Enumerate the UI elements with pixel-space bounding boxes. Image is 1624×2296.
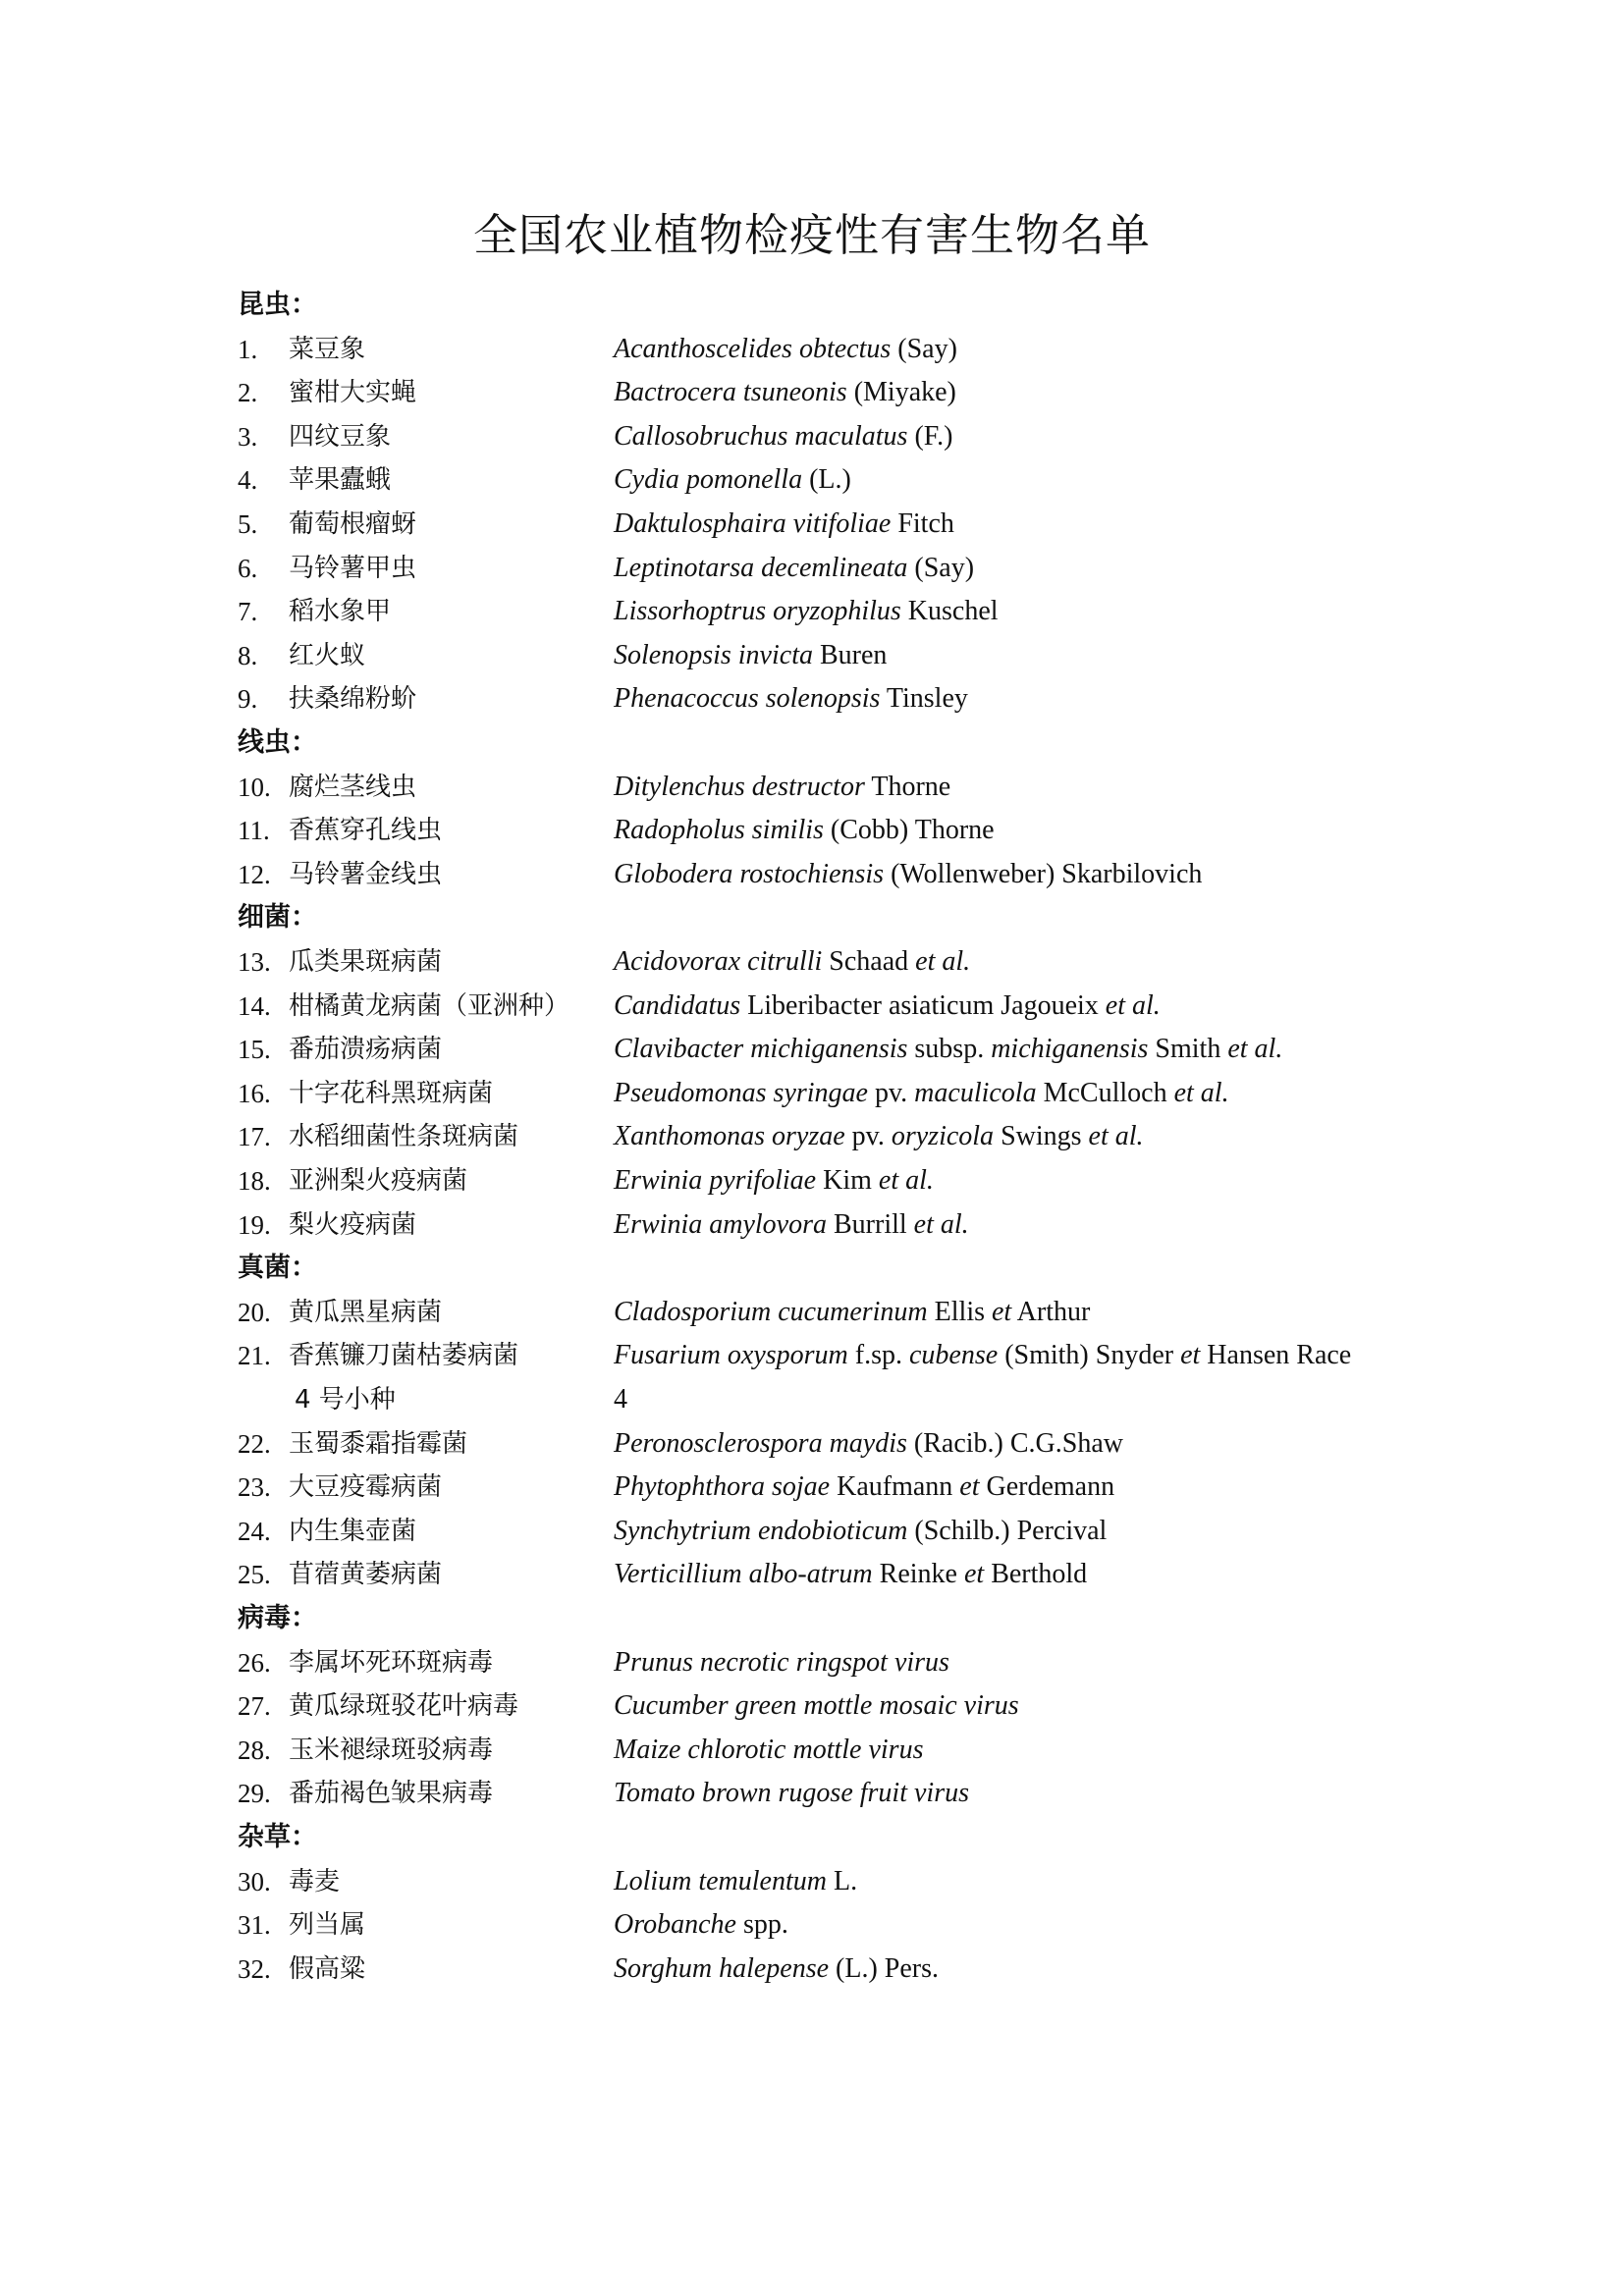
scientific-name [614,636,887,675]
scientific-name-italic-part: Globodera rostochiensis [614,858,885,889]
item-number: 4. [238,465,258,496]
item-number: 5. [238,509,258,539]
scientific-name-roman-part: (F.) [907,420,953,452]
common-name: 十字花科黑斑病菌 [289,1078,494,1108]
item-number: 25. [238,1560,271,1590]
list-item [238,987,1416,1030]
list-item [238,855,1416,898]
scientific-name-italic-part: oryzicola [891,1121,995,1152]
scientific-name-roman-part: (Say) [891,333,957,364]
scientific-name-italic-part: Cydia pomonella [614,464,803,496]
scientific-name [614,549,974,588]
list-item [238,1336,1416,1379]
scientific-name [614,1949,939,1989]
common-name: 马铃薯金线虫 [289,859,443,889]
list-item [238,505,1416,548]
scientific-name-italic-part: Candidatus [614,989,741,1021]
scientific-name-italic-part: Prunus necrotic ringspot virus [614,1646,949,1678]
scientific-name [614,1905,788,1945]
common-name: 扶桑绵粉蚧 [289,684,417,715]
scientific-name-roman-part: Burrill [827,1208,914,1240]
scientific-name-roman-part: Ellis [927,1296,992,1327]
scientific-name [614,1161,934,1201]
section-heading: 昆虫： [238,290,317,320]
common-name: 番茄褐色皱果病毒 [289,1779,494,1809]
scientific-name-roman-part: (Racib.) C.G.Shaw [906,1427,1123,1459]
scientific-name-italic-part: et al. [915,946,971,977]
scientific-name [614,1336,1351,1375]
scientific-name-italic-part: Solenopsis invicta [614,639,813,670]
item-number: 1. [238,334,258,364]
scientific-name-italic-part: Lolium temulentum [614,1865,827,1896]
scientific-name-roman-part: Fitch [891,508,954,539]
list-item [238,1074,1416,1117]
scientific-name-italic-part: Bactrocera tsuneonis [614,377,847,408]
scientific-name [614,505,954,544]
common-name: 腐烂茎线虫 [289,772,417,802]
scientific-name [614,1117,1144,1156]
common-name: 瓜类果斑病菌 [289,947,443,977]
scientific-name [614,592,999,631]
common-name: 番茄溃疡病菌 [289,1035,443,1065]
list-item [238,1905,1416,1949]
scientific-name-italic-part: Phenacoccus solenopsis [614,683,881,715]
common-name: 毒麦 [289,1866,341,1896]
scientific-name-roman-part: Tinsley [880,683,968,715]
section-heading: 真菌： [238,1253,317,1284]
item-number: 31. [238,1910,271,1941]
scientific-name-roman-part: McCulloch [1036,1077,1174,1108]
item-number: 27. [238,1691,271,1722]
common-name: 四纹豆象 [289,421,392,452]
item-number: 32. [238,1953,271,1984]
item-number: 30. [238,1866,271,1896]
list-item [238,1731,1416,1774]
list-item [238,1468,1416,1511]
scientific-name-italic-part: Lissorhoptrus oryzophilus [614,596,901,627]
scientific-name-italic-part: Daktulosphaira vitifoliae [614,508,892,539]
scientific-name-roman-part: (Smith) Snyder [998,1340,1181,1371]
common-name: 稻水象甲 [289,597,392,627]
scientific-name [614,1686,1019,1726]
item-number: 17. [238,1122,271,1152]
list-item [238,1512,1416,1555]
common-name-continuation: 4 号小种 [295,1385,396,1415]
common-name: 黄瓜绿斑驳花叶病毒 [289,1691,519,1722]
scientific-name-roman-part: Reinke [872,1559,964,1590]
list-item [238,1643,1416,1686]
scientific-name-italic-part: et [963,1559,985,1590]
scientific-name-italic-part: et al. [1227,1034,1283,1065]
scientific-name-roman-part: Kuschel [900,596,999,627]
item-number: 24. [238,1516,271,1546]
list-item [238,549,1416,592]
item-number: 29. [238,1779,271,1809]
item-number: 12. [238,859,271,889]
item-number: 11. [238,816,270,846]
list-item [238,679,1416,722]
scientific-name-italic-part: et [1180,1340,1201,1371]
scientific-name [614,1512,1107,1551]
common-name: 玉蜀黍霜指霉菌 [289,1428,468,1459]
scientific-name-italic-part: et al. [1173,1077,1229,1108]
list-item [238,592,1416,635]
scientific-name-italic-part: Clavibacter michiganensis [614,1034,908,1065]
item-number: 2. [238,378,258,408]
scientific-name-roman-part: (L.) [802,464,851,496]
common-name: 柑橘黄龙病菌（亚洲种） [289,990,570,1021]
list-item-continuation [238,1380,1416,1423]
scientific-name [614,460,851,500]
scientific-name-continuation: 4 [614,1384,627,1415]
scientific-name-italic-part: Acanthoscelides obtectus [614,333,892,364]
scientific-name [614,1774,969,1813]
list-item [238,1949,1416,1993]
item-number: 3. [238,421,258,452]
list-item [238,1555,1416,1598]
scientific-name-roman-part: Kaufmann [830,1471,960,1503]
list-item [238,1030,1416,1073]
common-name: 玉米褪绿斑驳病毒 [289,1735,494,1765]
common-name: 大豆疫霉病菌 [289,1472,443,1503]
item-number: 10. [238,772,271,802]
scientific-name-roman-part: Hansen Race [1200,1340,1352,1371]
item-number: 18. [238,1166,271,1196]
scientific-name-italic-part: Fusarium oxysporum [614,1340,848,1371]
item-number: 13. [238,947,271,977]
list-item [238,1424,1416,1468]
scientific-name-italic-part: Cladosporium cucumerinum [614,1296,928,1327]
common-name: 梨火疫病菌 [289,1209,417,1240]
item-number: 23. [238,1472,271,1503]
list-item [238,768,1416,811]
list-item [238,636,1416,679]
scientific-name-italic-part: michiganensis [991,1034,1149,1065]
scientific-name [614,811,995,850]
scientific-name-roman-part: (Say) [907,552,975,583]
scientific-name-italic-part: Tomato brown rugose fruit virus [614,1778,969,1809]
scientific-name [614,679,968,719]
scientific-name-italic-part: Verticillium albo-atrum [614,1559,873,1590]
scientific-name-roman-part: L. [827,1865,858,1896]
section-heading: 线虫： [238,727,317,758]
list-item [238,1774,1416,1817]
scientific-name-italic-part: Orobanche [614,1909,736,1941]
scientific-name-italic-part: Xanthomonas oryzae [614,1121,845,1152]
common-name: 马铃薯甲虫 [289,553,417,583]
list-item [238,1117,1416,1160]
scientific-name-italic-part: Acidovorax citrulli [614,946,823,977]
common-name: 葡萄根瘤蚜 [289,509,417,539]
common-name: 香蕉镰刀菌枯萎病菌 [289,1341,519,1371]
list-item [238,1293,1416,1336]
scientific-name-italic-part: Phytophthora sojae [614,1471,831,1503]
scientific-name [614,1030,1282,1069]
scientific-name-roman-part: Buren [812,639,888,670]
scientific-name-italic-part: et [959,1471,980,1503]
common-name: 假高粱 [289,1953,366,1984]
list-item [238,942,1416,986]
item-number: 22. [238,1428,271,1459]
list-item [238,1862,1416,1905]
scientific-name [614,942,970,982]
list-item [238,417,1416,460]
scientific-name [614,768,950,807]
common-name: 苜蓿黄萎病菌 [289,1560,443,1590]
item-number: 7. [238,597,258,627]
scientific-name-roman-part: (Schilb.) Percival [907,1515,1108,1546]
scientific-name [614,1205,969,1245]
scientific-name-italic-part: Peronosclerospora maydis [614,1427,907,1459]
list-item [238,1205,1416,1249]
scientific-name-italic-part: et al. [1088,1121,1144,1152]
scientific-name [614,855,1202,894]
scientific-name-roman-part: Berthold [984,1559,1088,1590]
common-name: 蜜柑大实蝇 [289,378,417,408]
item-number: 15. [238,1035,271,1065]
scientific-name [614,1424,1123,1464]
item-number: 19. [238,1209,271,1240]
scientific-name-roman-part: Swings [994,1121,1089,1152]
list-item [238,460,1416,504]
common-name: 苹果蠹蛾 [289,465,392,496]
item-number: 14. [238,990,271,1021]
scientific-name [614,330,957,369]
item-number: 21. [238,1341,271,1371]
scientific-name [614,1293,1090,1332]
common-name: 黄瓜黑星病菌 [289,1297,443,1327]
scientific-name [614,373,956,412]
list-item [238,373,1416,416]
section-heading: 细菌： [238,902,317,934]
list-item [238,811,1416,854]
common-name: 李属坏死环斑病毒 [289,1647,494,1678]
item-number: 20. [238,1297,271,1327]
scientific-name-italic-part: et [992,1296,1012,1327]
common-name: 香蕉穿孔线虫 [289,816,443,846]
item-number: 16. [238,1078,271,1108]
scientific-name-roman-part: Liberibacter asiaticum Jagoueix [740,989,1106,1021]
scientific-name-roman-part: Kim [816,1165,879,1196]
common-name: 列当属 [289,1910,366,1941]
scientific-name-italic-part: et al. [1105,989,1161,1021]
scientific-name-italic-part: Radopholus similis [614,815,824,846]
item-number: 26. [238,1647,271,1678]
scientific-name-roman-part: Smith [1148,1034,1228,1065]
common-name: 菜豆象 [289,334,366,364]
scientific-name [614,1468,1114,1507]
common-name: 红火蚁 [289,640,366,670]
scientific-name [614,1643,949,1682]
scientific-name-roman-part: f.sp. [847,1340,909,1371]
scientific-name-italic-part: maculicola [914,1077,1037,1108]
list-item [238,1686,1416,1730]
scientific-name-roman-part: pv. [844,1121,892,1152]
item-number: 28. [238,1735,271,1765]
scientific-name-italic-part: Sorghum halepense [614,1952,830,1984]
scientific-name-roman-part: Thorne [864,771,951,802]
scientific-name-roman-part: Arthur [1011,1296,1091,1327]
scientific-name-italic-part: Leptinotarsa decemlineata [614,552,908,583]
scientific-name-roman-part: pv. [867,1077,915,1108]
scientific-name-roman-part: spp. [735,1909,788,1941]
scientific-name-italic-part: Erwinia amylovora [614,1208,827,1240]
scientific-name-italic-part: Maize chlorotic mottle virus [614,1734,924,1765]
scientific-name-roman-part: (Miyake) [846,377,956,408]
common-name: 亚洲梨火疫病菌 [289,1166,468,1196]
scientific-name-roman-part: subsp. [907,1034,992,1065]
list-item [238,1161,1416,1204]
scientific-name [614,1555,1087,1594]
item-number: 8. [238,640,258,670]
item-number: 9. [238,684,258,715]
scientific-name-italic-part: Synchytrium endobioticum [614,1515,908,1546]
section-heading: 病毒： [238,1603,317,1633]
scientific-name-roman-part: (Cobb) Thorne [823,815,995,846]
scientific-name [614,1074,1229,1113]
scientific-name [614,1731,923,1770]
scientific-name-italic-part: Callosobruchus maculatus [614,420,908,452]
page-title: 全国农业植物检疫性有害生物名单 [472,209,1151,261]
list-item [238,330,1416,373]
scientific-name [614,417,952,456]
scientific-name-italic-part: et al. [878,1165,934,1196]
scientific-name-italic-part: Cucumber green mottle mosaic virus [614,1690,1019,1722]
scientific-name-roman-part: (L.) Pers. [829,1952,940,1984]
scientific-name [614,1862,857,1901]
scientific-name-roman-part: (Wollenweber) Skarbilovich [884,858,1203,889]
scientific-name-italic-part: Erwinia pyrifoliae [614,1165,817,1196]
scientific-name-roman-part: Schaad [822,946,916,977]
item-number: 6. [238,553,258,583]
scientific-name [614,987,1161,1026]
scientific-name-italic-part: et al. [913,1208,969,1240]
common-name: 内生集壶菌 [289,1516,417,1546]
scientific-name-italic-part: Pseudomonas syringae [614,1077,868,1108]
scientific-name-roman-part: Gerdemann [979,1471,1115,1503]
scientific-name-italic-part: cubense [909,1340,999,1371]
scientific-name-italic-part: Ditylenchus destructor [614,771,865,802]
common-name: 水稻细菌性条斑病菌 [289,1122,519,1152]
section-heading: 杂草： [238,1822,317,1852]
